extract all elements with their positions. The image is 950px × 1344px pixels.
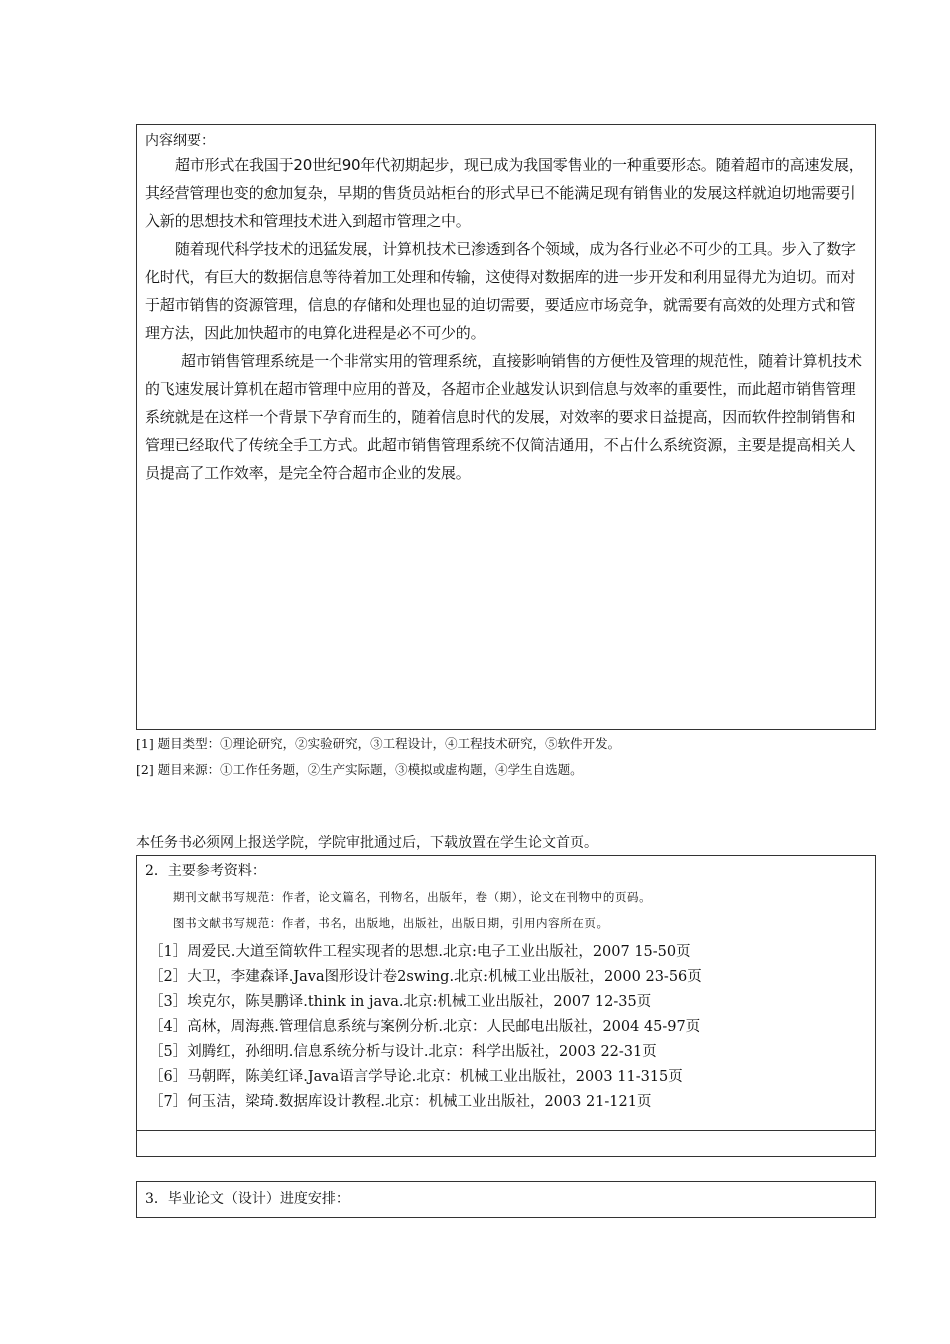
summary-paragraph: 超市销售管理系统是一个非常实用的管理系统，直接影响销售的方便性及管理的规范性，随着计算机技术的飞速发展计算机在超市管理中应用的普及，各超市企业越发认识到信息与效率的重要性，而此超市销售管理系统就是在这样一个背景下孕育而生的，随着信息时代的发展，对效率的要求日益提高，因而软件控制销售和管理已经取代了传统全手工方式。此超市销售管理系统不仅简洁通用，不占什么系统资源，主要是提高相关人员提高了工作效率，是完全符合超市企业的发展。 xyxy=(145,352,862,482)
schedule-title: 3．毕业论文（设计）进度安排： xyxy=(145,1191,350,1207)
book-format-rule: 图书文献书写规范：作者，书名，出版地，出版社，出版日期，引用内容所在页。 xyxy=(173,916,609,930)
note-topic-source: [2] 题目来源：①工作任务题，②生产实际题，③模拟或虚构题，④学生自选题。 xyxy=(136,762,583,777)
references-title: 2．主要参考资料： xyxy=(145,863,266,879)
reference-item: ［6］马朝晖，陈美红译.Java语言学导论.北京：机械工业出版社，2003 11-315页 xyxy=(149,1069,683,1085)
summary-section xyxy=(136,124,876,730)
reference-item: ［3］埃克尔，陈昊鹏译.think in java.北京:机械工业出版社，2007 12-35页 xyxy=(149,994,652,1010)
reference-item: ［1］周爱民.大道至简软件工程实现者的思想.北京:电子工业出版社，2007 15-50页 xyxy=(149,944,691,960)
reference-list xyxy=(145,940,867,1115)
reference-item: ［4］高林，周海燕.管理信息系统与案例分析.北京：人民邮电出版社，2004 45-97页 xyxy=(149,1019,701,1035)
summary-paragraph: 随着现代科学技术的迅猛发展，计算机技术已渗透到各个领域，成为各行业必不可少的工具。步入了数字化时代，有巨大的数据信息等待着加工处理和传输，这使得对数据库的进一步开发和利用显得尤为迫切。而对于超市销售的资源管理，信息的存储和处理也显的迫切需要，要适应市场竞争，就需要有高效的处理方式和管理方法，因此加快超市的电算化进程是必不可少的。 xyxy=(145,240,856,342)
references-section xyxy=(136,855,876,1131)
references-footer-row xyxy=(136,1130,876,1157)
journal-format-rule: 期刊文献书写规范：作者，论文篇名，刊物名，出版年，卷（期），论文在刊物中的页码。 xyxy=(173,890,652,904)
summary-paragraph: 超市形式在我国于20世纪90年代初期起步，现已成为我国零售业的一种重要形态。随着超市的高速发展，其经营管理也变的愈加复杂，早期的售货员站柜台的形式早已不能满足现有销售业的发展这样就迫切地需要引入新的思想技术和管理技术进入到超市管理之中。 xyxy=(145,156,864,230)
submission-notice: 本任务书必须网上报送学院，学院审批通过后，下载放置在学生论文首页。 xyxy=(136,835,598,851)
note-topic-type: [1] 题目类型：①理论研究，②实验研究，③工程设计，④工程技术研究，⑤软件开发。 xyxy=(136,736,621,751)
reference-item: ［5］刘腾红，孙细明.信息系统分析与设计.北京：科学出版社，2003 22-31页 xyxy=(149,1044,657,1060)
reference-item: ［2］大卫，李建森译.Java图形设计卷2swing.北京:机械工业出版社，2000 23-56页 xyxy=(149,969,702,985)
summary-label: 内容纲要： xyxy=(145,133,215,149)
reference-item: ［7］何玉洁，梁琦.数据库设计教程.北京：机械工业出版社，2003 21-121页 xyxy=(149,1094,652,1110)
schedule-section xyxy=(136,1181,876,1218)
